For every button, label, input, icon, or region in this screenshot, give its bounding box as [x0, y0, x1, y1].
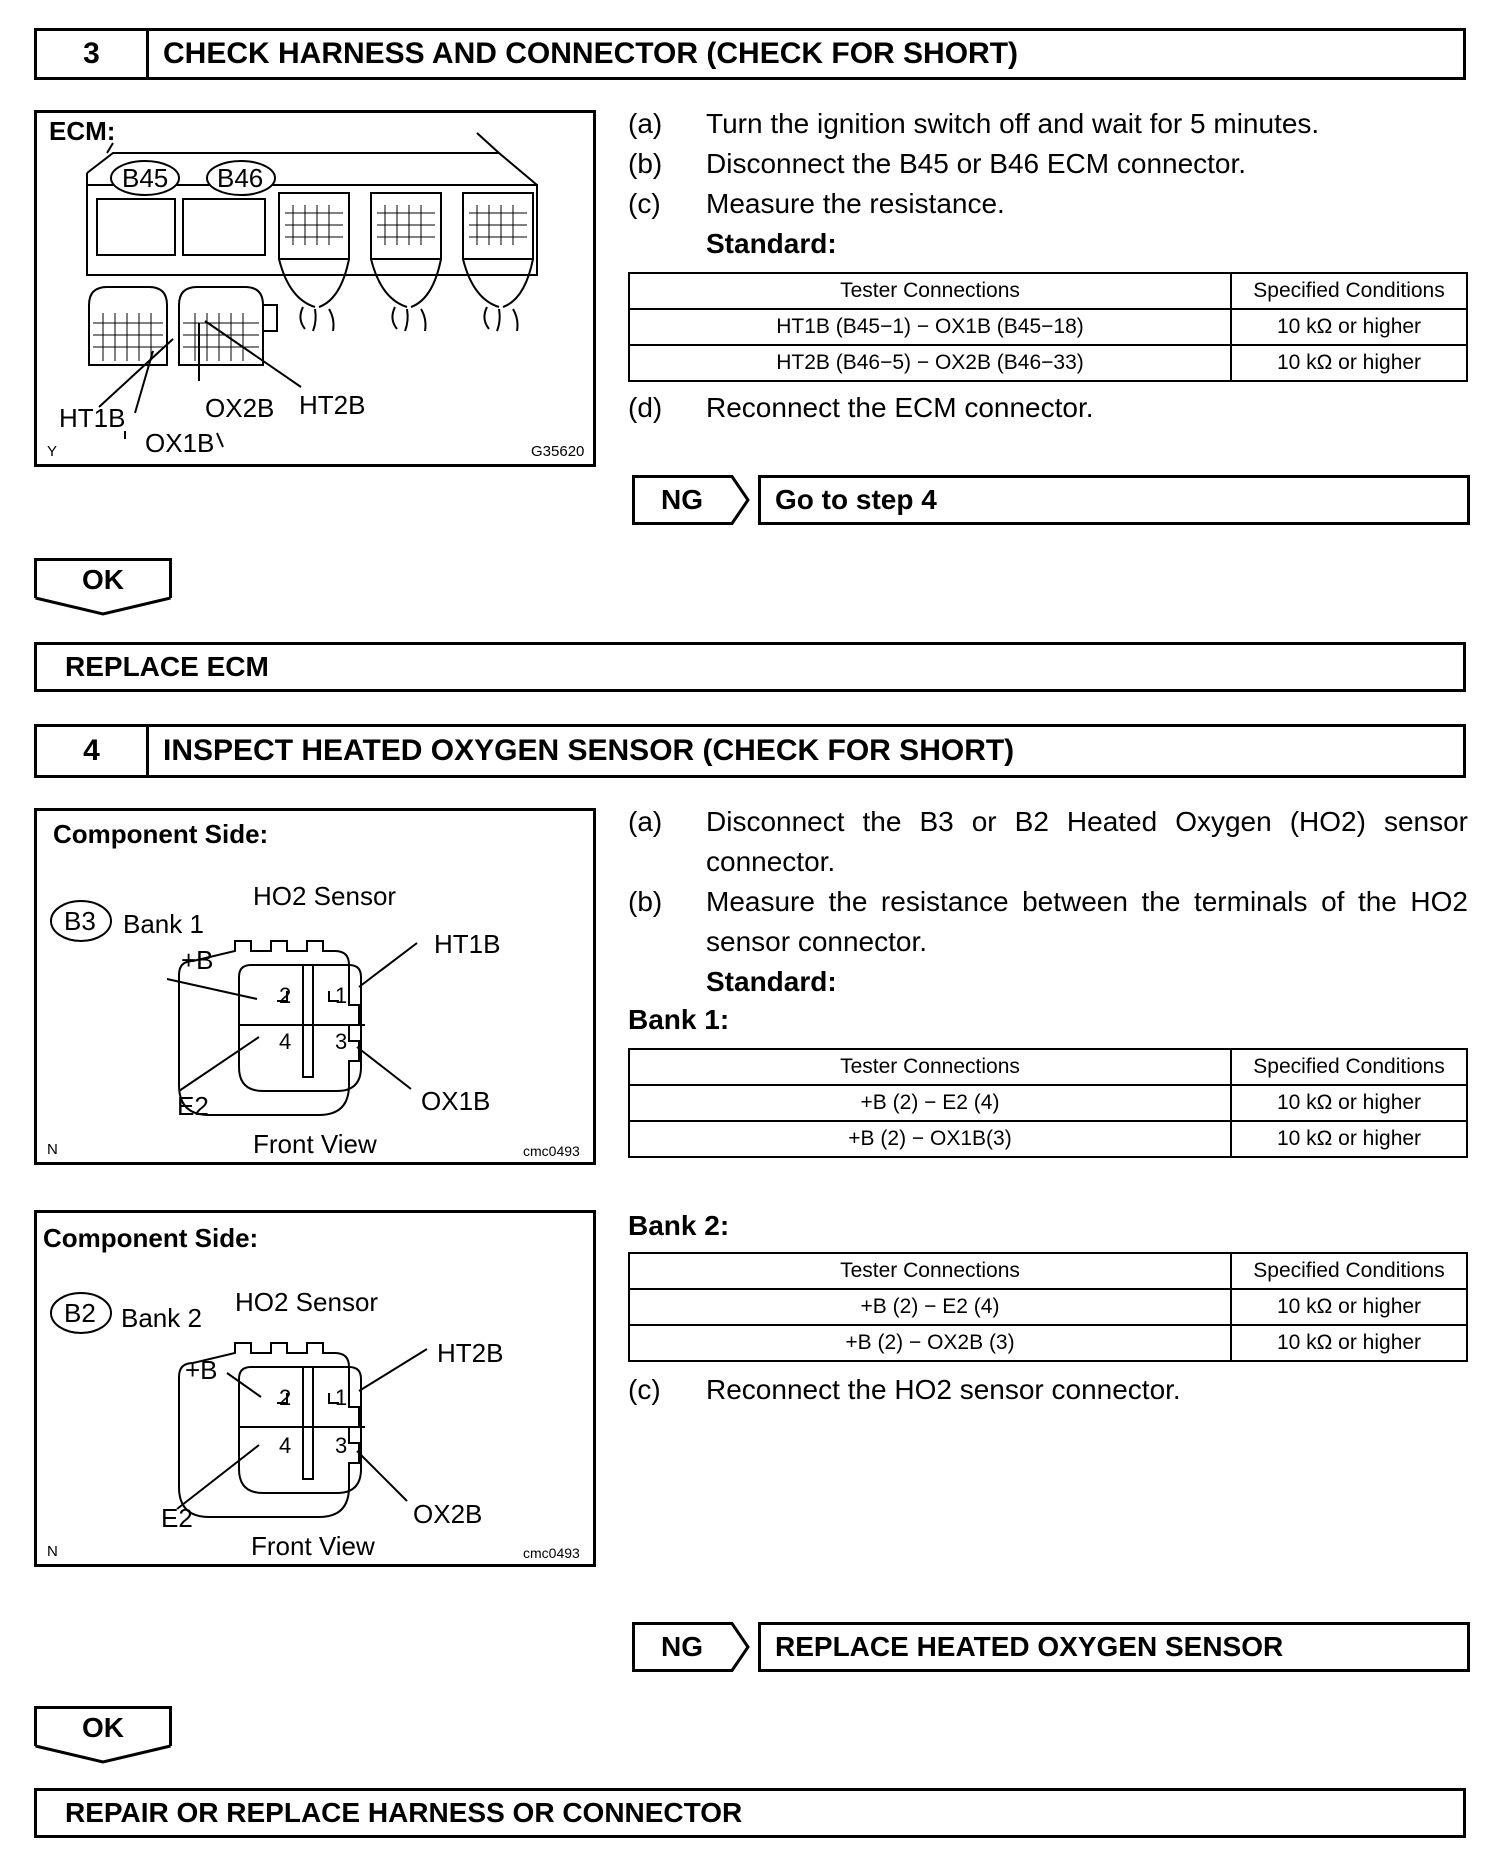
step4-result: REPAIR OR REPLACE HARNESS OR CONNECTOR — [34, 1788, 1466, 1838]
step4-instruction-c: (c) Reconnect the HO2 sensor connector. — [628, 1374, 1181, 1405]
table-cell: 10 kΩ or higher — [1231, 345, 1467, 381]
fig-corner-letter: N — [47, 1543, 58, 1560]
table-cell: 10 kΩ or higher — [1231, 1289, 1467, 1325]
table-header: Tester Connections — [629, 273, 1231, 309]
table-cell: 10 kΩ or higher — [1231, 1085, 1467, 1121]
pin-label-ox2b: OX2B — [205, 393, 275, 423]
connector-b3-label: B3 — [64, 906, 96, 936]
step3-number: 3 — [37, 31, 149, 77]
plus-b-label: +B — [181, 945, 214, 975]
ht1b-label: HT1B — [434, 929, 501, 959]
table-cell: 10 kΩ or higher — [1231, 309, 1467, 345]
table-cell: +B (2) − OX1B(3) — [629, 1121, 1231, 1157]
step4-number: 4 — [37, 727, 149, 775]
standard-label: Standard: — [706, 966, 837, 997]
instruction-item: (a) Turn the ignition switch off and wait for 5 minutes. — [628, 108, 1320, 139]
table-header: Tester Connections — [629, 1253, 1231, 1289]
pin-label-ht2b: HT2B — [299, 390, 366, 420]
ho2-sensor-bank2-figure — [34, 1210, 596, 1567]
table-row — [629, 1289, 1467, 1325]
table-header-row — [629, 1253, 1467, 1289]
bank2-label: Bank 2 — [121, 1303, 202, 1333]
table-row — [629, 1325, 1467, 1361]
table-header: Specified Conditions — [1231, 273, 1467, 309]
bank2-spec-table — [628, 1252, 1468, 1362]
table-row — [629, 1121, 1467, 1157]
front-view-label: Front View — [253, 1129, 377, 1159]
fig-corner-letter: N — [47, 1141, 58, 1158]
pin-3-label: 3 — [335, 1029, 348, 1054]
pin-2-label: 2 — [279, 983, 292, 1008]
ho2-sensor-label: HO2 Sensor — [235, 1287, 379, 1317]
pin-3-label: 3 — [335, 1433, 348, 1458]
front-view-label: Front View — [251, 1531, 375, 1561]
e2-label: E2 — [161, 1503, 193, 1533]
ecm-heading: ECM: — [49, 116, 116, 146]
table-row — [629, 309, 1467, 345]
component-side-heading: Component Side: — [53, 819, 269, 849]
table-cell: 10 kΩ or higher — [1231, 1121, 1467, 1157]
ht2b-label: HT2B — [437, 1338, 504, 1368]
bank1-heading: Bank 1: — [628, 1004, 730, 1035]
ox2b-label: OX2B — [413, 1499, 483, 1529]
step4-ng-branch — [632, 1622, 1470, 1672]
ecm-corner-letter: Y — [47, 443, 58, 460]
step4-ok-branch — [34, 1706, 172, 1764]
ecm-connector-figure — [34, 110, 596, 467]
step3-title: CHECK HARNESS AND CONNECTOR (CHECK FOR SHORT) — [163, 37, 1019, 70]
standard-label: Standard: — [706, 228, 837, 259]
step3-header — [34, 28, 1466, 80]
component-side-heading: Component Side: — [43, 1223, 259, 1253]
instruction-item: (b) Measure the resistance between the terminals of the HO2 sensor connector. — [628, 886, 1468, 957]
step3-spec-table — [628, 272, 1468, 382]
table-cell: +B (2) − E2 (4) — [629, 1085, 1231, 1121]
table-header: Tester Connections — [629, 1049, 1231, 1085]
ecm-connector-b46-label: B46 — [217, 163, 264, 193]
instruction-item: (b) Disconnect the B45 or B46 ECM connector. — [628, 148, 1247, 179]
step4-instructions — [628, 802, 1468, 1002]
table-header: Specified Conditions — [1231, 1253, 1467, 1289]
ecm-figure-code: G35620 — [531, 443, 585, 460]
pin-4-label: 4 — [279, 1029, 292, 1054]
bank1-spec-table — [628, 1048, 1468, 1158]
table-cell: +B (2) − OX2B (3) — [629, 1325, 1231, 1361]
plus-b-label: +B — [185, 1355, 218, 1385]
bank2-heading: Bank 2: — [628, 1210, 730, 1241]
table-cell: HT1B (B45−1) − OX1B (B45−18) — [629, 309, 1231, 345]
step3-instruction-d: (d) Reconnect the ECM connector. — [628, 392, 1094, 423]
fig-code: cmc0493 — [523, 1143, 580, 1159]
ox1b-label: OX1B — [421, 1086, 491, 1116]
step3-ok-branch — [34, 558, 172, 616]
table-cell: +B (2) − E2 (4) — [629, 1289, 1231, 1325]
table-header-row — [629, 1049, 1467, 1085]
instruction-item: (a) Disconnect the B3 or B2 Heated Oxygen (HO2) sensor connector. — [628, 806, 1468, 877]
ng-label: NG — [661, 484, 703, 515]
table-cell: HT2B (B46−5) − OX2B (B46−33) — [629, 345, 1231, 381]
pin-2-label: 2 — [279, 1385, 292, 1410]
table-cell: 10 kΩ or higher — [1231, 1325, 1467, 1361]
e2-label: E2 — [177, 1091, 209, 1121]
ok-label: OK — [82, 564, 124, 595]
step3-result: REPLACE ECM — [34, 642, 1466, 692]
connector-b2-label: B2 — [64, 1298, 96, 1328]
ho2-connector-bank1-drawing — [37, 811, 593, 1162]
ho2-connector-bank2-drawing — [37, 1213, 593, 1564]
ho2-sensor-bank1-figure — [34, 808, 596, 1165]
pin-4-label: 4 — [279, 1433, 292, 1458]
step4-header — [34, 724, 1466, 778]
table-row — [629, 345, 1467, 381]
ho2-sensor-label: HO2 Sensor — [253, 881, 397, 911]
table-header-row — [629, 273, 1467, 309]
pin-label-ht1b: HT1B — [59, 403, 126, 433]
table-header: Specified Conditions — [1231, 1049, 1467, 1085]
ng-destination-link[interactable]: REPLACE HEATED OXYGEN SENSOR — [758, 1622, 1470, 1672]
fig-code: cmc0493 — [523, 1545, 580, 1561]
ng-label: NG — [661, 1631, 703, 1662]
table-row — [629, 1085, 1467, 1121]
step3-instructions — [628, 104, 1468, 264]
instruction-item: (c) Measure the resistance. — [628, 188, 1005, 219]
bank1-label: Bank 1 — [123, 909, 204, 939]
step4-title: INSPECT HEATED OXYGEN SENSOR (CHECK FOR SHORT) — [163, 734, 1015, 767]
pin-label-ox1b: OX1B — [145, 428, 215, 458]
ng-destination-link[interactable]: Go to step 4 — [758, 475, 1470, 525]
pin-1-label: 1 — [335, 1385, 348, 1410]
ok-label: OK — [82, 1712, 124, 1743]
ecm-connector-b45-label: B45 — [122, 163, 169, 193]
step3-ng-branch — [632, 475, 1470, 525]
pin-1-label: 1 — [335, 983, 348, 1008]
